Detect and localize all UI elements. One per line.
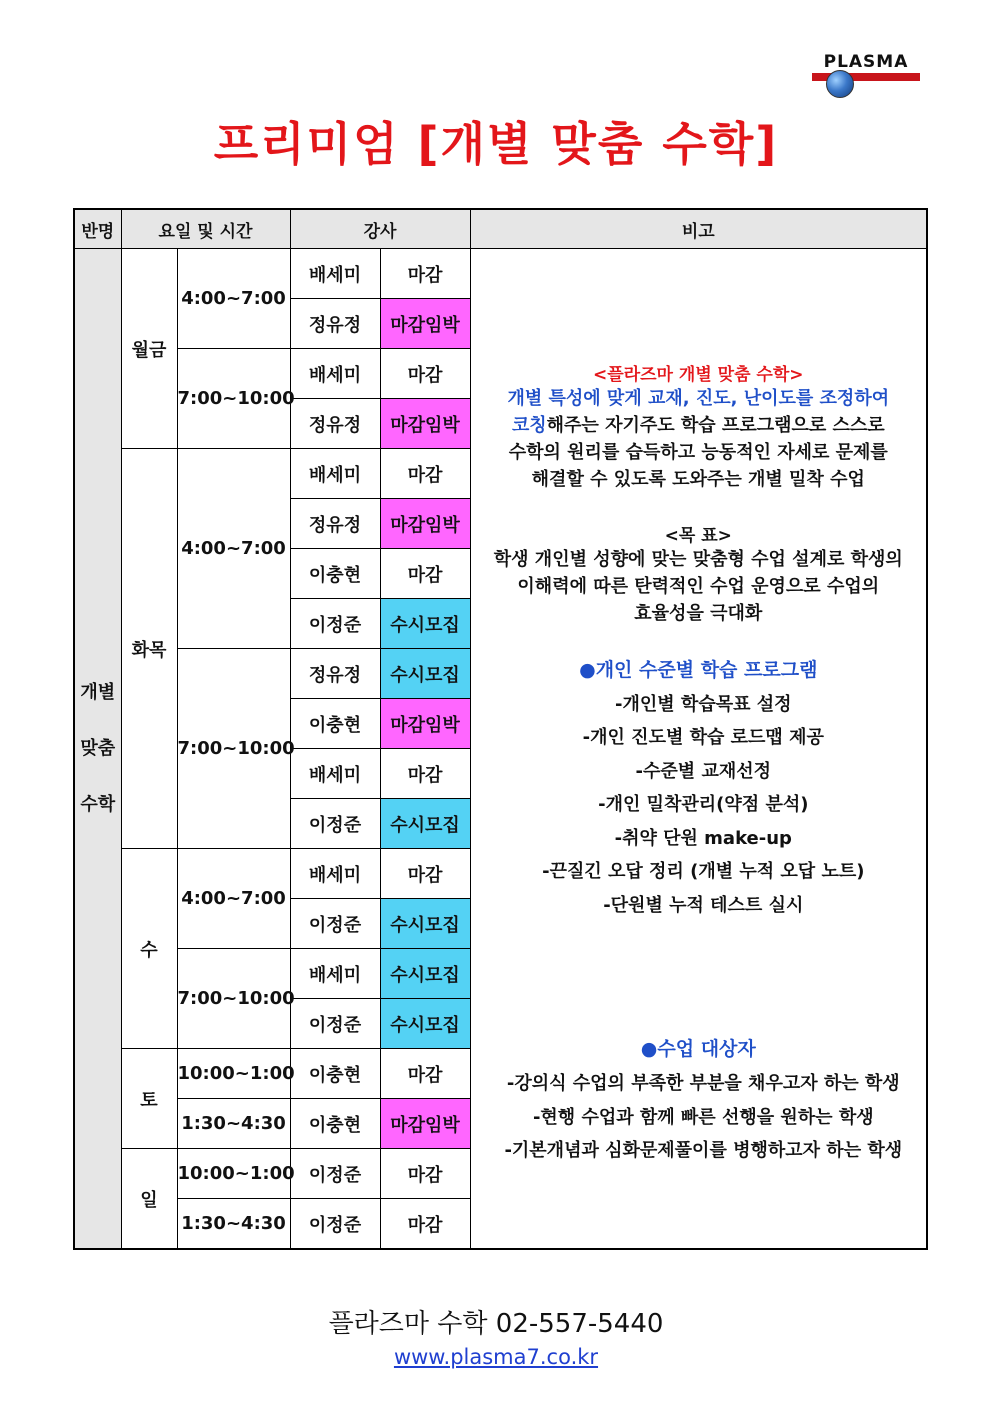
program-item: -끈질긴 오답 정리 (개별 누적 오답 노트) [542, 861, 865, 882]
teacher-cell: 배세미 [290, 849, 380, 899]
teacher-cell: 이정준 [290, 1149, 380, 1199]
status-cell: 수시모집 [380, 899, 470, 949]
teacher-cell: 이충현 [290, 699, 380, 749]
program-item: -개인별 학습목표 설정 [615, 693, 792, 715]
teacher-cell: 배세미 [290, 349, 380, 399]
status-cell: 마감 [380, 749, 470, 799]
status-cell: 수시모집 [380, 949, 470, 999]
teacher-cell: 정유정 [290, 649, 380, 699]
header-day-time: 요일 및 시간 [121, 209, 290, 249]
time-cell: 1:30~4:30 [177, 1099, 290, 1149]
status-cell: 마감 [380, 249, 470, 299]
status-cell: 마감임박 [380, 299, 470, 349]
time-cell: 4:00~7:00 [177, 849, 290, 949]
time-cell: 4:00~7:00 [177, 249, 290, 349]
header-class: 반명 [74, 209, 121, 249]
time-cell: 7:00~10:00 [177, 349, 290, 449]
teacher-cell: 배세미 [290, 749, 380, 799]
time-cell: 10:00~1:00 [177, 1149, 290, 1199]
teacher-cell: 이충현 [290, 1049, 380, 1099]
day-cell: 토 [121, 1049, 177, 1149]
day-cell: 수 [121, 849, 177, 1049]
intro-line [471, 412, 927, 439]
table-row [74, 249, 927, 299]
status-cell: 마감임박 [380, 1099, 470, 1149]
class-name-cell [74, 249, 121, 1250]
intro-line: 개별 특성에 맞게 교재, 진도, 난이도를 조정하여 [507, 387, 890, 409]
status-cell: 수시모집 [380, 599, 470, 649]
teacher-cell: 이정준 [290, 1199, 380, 1250]
time-cell: 4:00~7:00 [177, 449, 290, 649]
header-teacher: 강사 [290, 209, 470, 249]
target-item: -현행 수업과 함께 빠른 선행을 원하는 학생 [532, 1106, 874, 1128]
status-cell: 마감임박 [380, 699, 470, 749]
teacher-cell: 이충현 [290, 549, 380, 599]
teacher-cell: 이정준 [290, 799, 380, 849]
goal-line: 이해력에 따른 탄력적인 수업 운영으로 수업의 [517, 575, 880, 597]
teacher-cell: 이정준 [290, 999, 380, 1049]
globe-icon [826, 70, 854, 98]
teacher-cell: 배세미 [290, 249, 380, 299]
status-cell: 마감 [380, 549, 470, 599]
footer-url-link[interactable]: www.plasma7.co.kr [393, 1345, 599, 1369]
status-cell: 마감임박 [380, 399, 470, 449]
target-item: -기본개념과 심화문제풀이를 병행하고자 하는 학생 [504, 1140, 903, 1161]
intro-line: 수학의 원리를 습득하고 능동적인 자세로 문제를 [508, 441, 888, 463]
logo-text: PLASMA [823, 52, 909, 72]
status-cell: 마감 [380, 1049, 470, 1099]
time-cell: 7:00~10:00 [177, 949, 290, 1049]
teacher-cell: 이정준 [290, 899, 380, 949]
program-item: -개인 진도별 학습 로드맵 제공 [582, 727, 824, 748]
day-cell: 월금 [121, 249, 177, 449]
intro-highlight: 코칭 [511, 414, 547, 436]
teacher-cell: 정유정 [290, 399, 380, 449]
day-cell: 일 [121, 1149, 177, 1250]
status-cell: 마감 [380, 349, 470, 399]
program-item: -개인 밀착관리(약점 분석) [598, 794, 809, 815]
goal-line: 학생 개인별 성향에 맞는 맞춤형 수업 설계로 학생의 [493, 548, 903, 570]
goal-line: 효율성을 극대화 [634, 602, 763, 624]
program-title: ●개인 수준별 학습 프로그램 [579, 658, 818, 681]
target-item: -강의식 수업의 부족한 부분을 채우고자 하는 학생 [506, 1073, 900, 1094]
teacher-cell: 정유정 [290, 499, 380, 549]
status-cell: 마감 [380, 1149, 470, 1199]
intro-title: <플라즈마 개별 맞춤 수학> [593, 364, 804, 385]
teacher-cell: 정유정 [290, 299, 380, 349]
class-name-line: 개별 [80, 681, 116, 703]
program-item: -수준별 교재선정 [635, 760, 771, 782]
teacher-cell: 배세미 [290, 449, 380, 499]
status-cell: 마감 [380, 849, 470, 899]
status-cell: 수시모집 [380, 999, 470, 1049]
goal-title: <목 표> [664, 525, 732, 546]
page-title: 프리미엄 [개별 맞춤 수학] [213, 117, 779, 171]
time-cell: 1:30~4:30 [177, 1199, 290, 1250]
class-name-line: 맞춤 [80, 737, 116, 759]
status-cell: 마감 [380, 449, 470, 499]
status-cell: 수시모집 [380, 799, 470, 849]
program-item: -단원별 누적 테스트 실시 [603, 894, 804, 916]
day-cell: 화목 [121, 449, 177, 849]
status-cell: 마감임박 [380, 499, 470, 549]
time-cell: 10:00~1:00 [177, 1049, 290, 1099]
time-cell: 7:00~10:00 [177, 649, 290, 849]
footer-contact: 플라즈마 수학 02-557-5440 [328, 1309, 664, 1339]
schedule-table [73, 208, 928, 1250]
status-cell: 수시모집 [380, 649, 470, 699]
table-header-row [74, 209, 927, 249]
header-note: 비고 [470, 209, 927, 249]
intro-line: 해결할 수 있도록 도와주는 개별 밀착 수업 [531, 468, 865, 490]
class-name-line: 수학 [80, 793, 116, 815]
teacher-cell: 이정준 [290, 599, 380, 649]
status-cell: 마감 [380, 1199, 470, 1250]
plasma-logo [812, 52, 920, 98]
target-title: ●수업 대상자 [640, 1038, 756, 1060]
teacher-cell: 이충현 [290, 1099, 380, 1149]
teacher-cell: 배세미 [290, 949, 380, 999]
intro-text: 해주는 자기주도 학습 프로그램으로 스스로 [546, 414, 885, 436]
note-cell [470, 249, 927, 1250]
program-item: -취약 단원 make-up [614, 827, 792, 849]
